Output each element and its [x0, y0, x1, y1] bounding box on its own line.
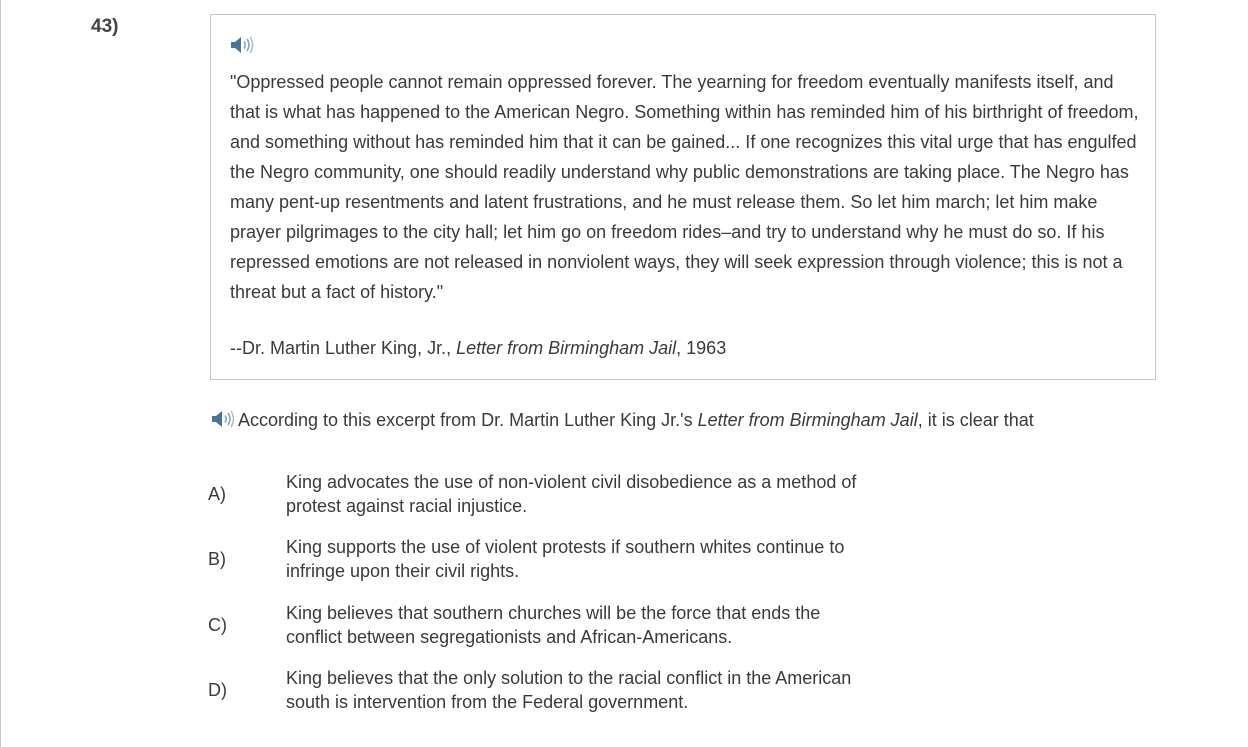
- passage-quote: "Oppressed people cannot remain oppressed forever. The yearning for freedom eventually manifests itself, and that is what has happened to the American Negro. Something within has reminded him of his birthright of freedom, and something without has reminded him that it can be gained... If one recognizes this vital urge that has engulfed the Negro community, one should readily understand why public demonstrations are taking place. The Negro has many pent-up resentments and latent frustrations, and he must release them. So let him march; let him make prayer pilgrimages to the city hall; let him go on freedom rides–and try to understand why he must do so. If his repressed emotions are not released in nonviolent ways, they will seek expression through violence; this is not a threat but a fact of history.": [230, 72, 1139, 302]
- choice-letter: D): [208, 680, 227, 700]
- answer-choice-c[interactable]: [206, 600, 886, 650]
- choice-text: King advocates the use of non-violent civil disobedience as a method of protest against racial injustice.: [286, 472, 857, 516]
- question-stem: [210, 406, 1034, 434]
- question-number: 43): [91, 16, 119, 37]
- attribution-prefix: --Dr. Martin Luther King, Jr.,: [230, 338, 457, 358]
- choice-text: King believes that the only solution to the racial conflict in the American south is intervention from the Federal government.: [286, 668, 852, 712]
- passage-attribution: [230, 334, 726, 362]
- choice-letter: C): [208, 615, 227, 635]
- left-border: [0, 0, 1, 747]
- choice-letter: B): [208, 549, 226, 569]
- stem-suffix: , it is clear that: [917, 410, 1034, 430]
- attribution-title: Letter from Birmingham Jail: [456, 338, 677, 358]
- answer-choice-d[interactable]: [206, 665, 886, 715]
- attribution-suffix: , 1963: [676, 338, 727, 358]
- stem-prefix: According to this excerpt from Dr. Martin Luther King Jr.'s: [238, 410, 698, 430]
- stem-title: Letter from Birmingham Jail: [697, 410, 918, 430]
- passage-box: [210, 14, 1156, 380]
- choice-letter: A): [208, 484, 226, 504]
- choice-text: King supports the use of violent protests if southern whites continue to infringe upon their civil rights.: [286, 537, 845, 581]
- speaker-icon[interactable]: [210, 408, 236, 430]
- speaker-icon[interactable]: [229, 34, 255, 56]
- answer-choice-b[interactable]: [206, 534, 886, 584]
- choice-text: King believes that southern churches will be the force that ends the conflict between segregationists and African-Americans.: [286, 603, 821, 647]
- answer-choice-a[interactable]: [206, 469, 886, 519]
